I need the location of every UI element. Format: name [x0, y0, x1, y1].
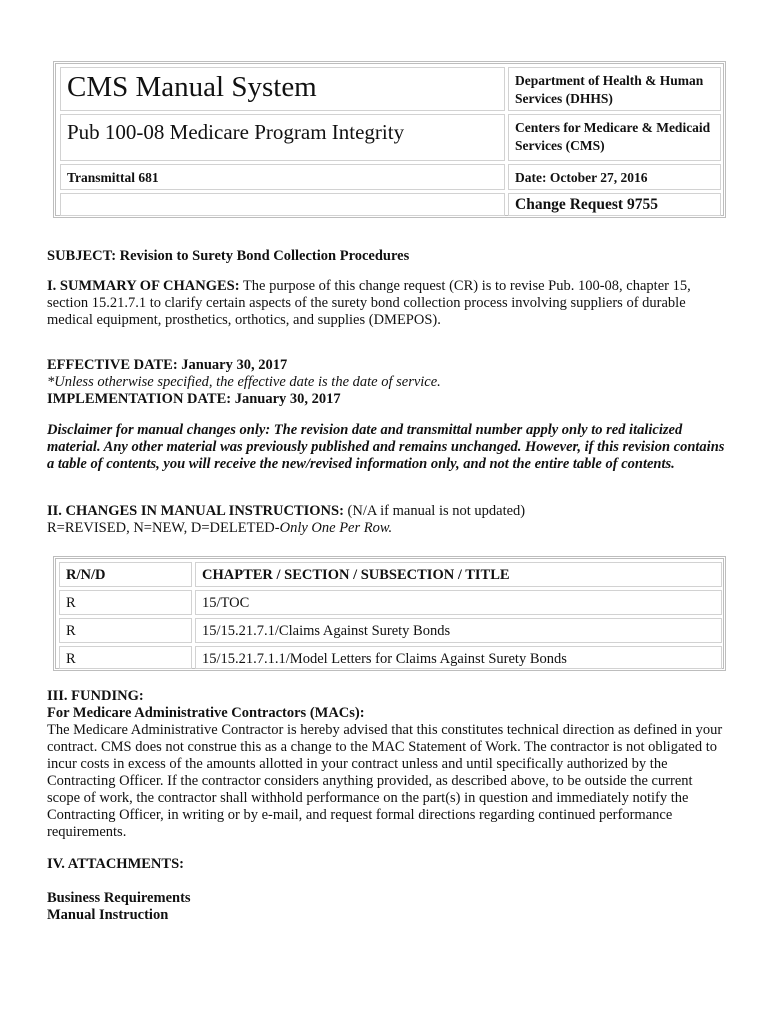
changes-heading-line: [47, 503, 727, 520]
header-box: [53, 61, 726, 218]
table-cell-title: 15/15.21.7.1/Claims Against Surety Bonds: [195, 618, 722, 643]
attachments-heading: IV. ATTACHMENTS:: [47, 856, 184, 872]
implementation-date: IMPLEMENTATION DATE: January 30, 2017: [47, 391, 341, 407]
changes-legend-italic: Only One Per Row.: [279, 520, 393, 536]
changes-table: [53, 556, 726, 671]
changes-legend-line: [47, 520, 727, 537]
summary-heading: I. SUMMARY OF CHANGES:: [47, 278, 240, 294]
pub-title: Pub 100-08 Medicare Program Integrity: [60, 114, 505, 161]
funding-subheading: For Medicare Administrative Contractors (MACs):: [47, 705, 365, 721]
changes-heading-note: (N/A if manual is not updated): [343, 503, 526, 519]
summary-section: [47, 278, 727, 329]
attachment-item: Manual Instruction: [47, 907, 169, 923]
table-cell-title: 15/TOC: [195, 590, 722, 615]
table-header-title: CHAPTER / SECTION / SUBSECTION / TITLE: [195, 562, 722, 587]
changes-heading: II. CHANGES IN MANUAL INSTRUCTIONS:: [47, 503, 344, 519]
centers-label: Centers for Medicare & Medicaid Services (CMS): [508, 114, 721, 161]
transmittal-number: Transmittal 681: [60, 164, 505, 190]
changes-legend: R=REVISED, N=NEW, D=DELETED-: [47, 520, 280, 536]
table-header-rnd: R/N/D: [59, 562, 192, 587]
empty-cell: [60, 193, 505, 216]
department-label: Department of Health & Human Services (DHHS): [508, 67, 721, 111]
effective-date: EFFECTIVE DATE: January 30, 2017: [47, 357, 288, 373]
attachment-item: Business Requirements: [47, 890, 191, 906]
table-cell-rnd: R: [59, 590, 192, 615]
change-request-number: Change Request 9755: [508, 193, 721, 216]
table-cell-rnd: R: [59, 646, 192, 669]
disclaimer: Disclaimer for manual changes only: The revision date and transmittal number apply only to red italicized material. Any other material was previously published and remains unchanged. However, if this revision contains a table of contents, you will receive the new/revised information only, and not the entire table of contents.: [47, 422, 725, 472]
table-cell-rnd: R: [59, 618, 192, 643]
funding-text: The Medicare Administrative Contractor is hereby advised that this constitutes technical direction as defined in your contract. CMS does not construe this as a change to the MAC Statement of Work. The contractor is not obligated to incur costs in excess of the amounts allotted in your contract unless and until specifically authorized by the Contracting Officer. If the contractor considers anything provided, as described above, to be outside the current scope of work, the contractor shall withhold performance on the part(s) in question and immediately notify the Contracting Officer, in writing or by e-mail, and request formal directions regarding continued performance requirements.: [47, 722, 723, 840]
funding-heading: III. FUNDING:: [47, 688, 144, 704]
effective-date-note: *Unless otherwise specified, the effective date is the date of service.: [47, 374, 441, 390]
issue-date: Date: October 27, 2016: [508, 164, 721, 190]
table-cell-title: 15/15.21.7.1.1/Model Letters for Claims Against Surety Bonds: [195, 646, 722, 669]
summary-text: The purpose of this change request (CR) is to revise Pub. 100-08, chapter 15, section 15.21.7.1 to clarify certain aspects of the surety bond collection process involving suppliers of durable medical equipment, prosthetics, orthotics, and supplies (DMEPOS).: [47, 278, 691, 328]
system-title: CMS Manual System: [60, 67, 505, 111]
subject-line: SUBJECT: Revision to Surety Bond Collection Procedures: [47, 248, 410, 264]
